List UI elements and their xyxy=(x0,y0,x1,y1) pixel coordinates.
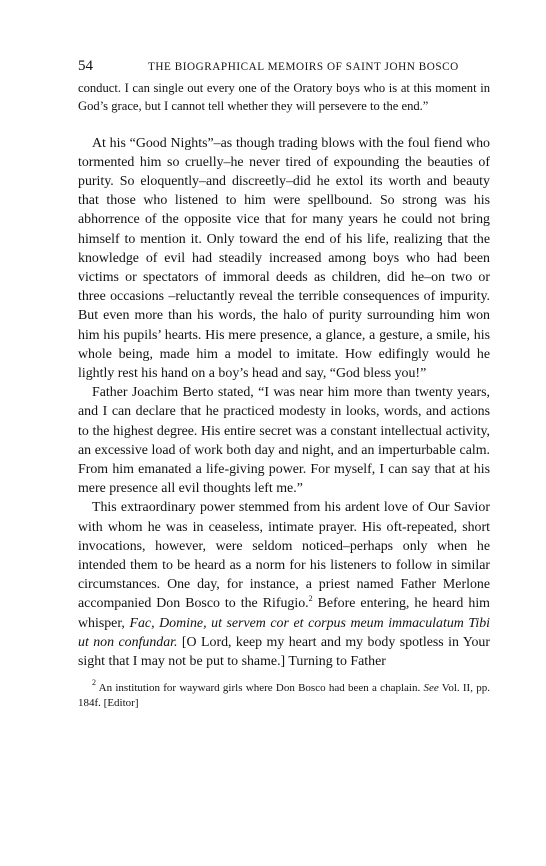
running-head: THE BIOGRAPHICAL MEMOIRS OF SAINT JOHN BOSCO xyxy=(148,61,459,73)
footnote-text: Vol. II, pp. 184f. [Editor] xyxy=(78,682,490,710)
paragraph-text: This extraordinary power stemmed from his ardent love of Our Savior with whom he was in ceaseless, intimate prayer. His oft-repeated, short invocations, however, were seldom noticed–perhaps only when he intended them to be heard as a norm for his listeners to follow in similar circumstances. One day, for instance, a priest named Father Merlone accompanied Don Bosco to the Rifugio. xyxy=(78,500,490,612)
book-page xyxy=(78,58,490,711)
paragraph-berto: Father Joachim Berto stated, “I was near him more than twenty years, and I can declare that he practiced modesty in looks, words, and actions to the highest degree. His entire secret was a constant intellectual activity, an excessive load of work both day and night, and an imperturbable calm. From him emanated a life-giving power. For myself, I can say that at his mere presence all evil thoughts left me.” xyxy=(78,385,490,497)
latin-prayer: Fac, Domine, ut servem cor et corpus meum immaculatum Tibi ut non confundar. xyxy=(78,615,490,650)
paragraph-text: Before entering, he heard him whisper, xyxy=(78,596,490,631)
footnote-reference: 2 xyxy=(308,594,313,604)
page-header xyxy=(78,58,490,80)
footnote-text: An institution for wayward girls where Don Bosco had been a chaplain. xyxy=(96,682,424,695)
paragraph-good-nights: At his “Good Nights”–as though trading blows with the foul fiend who tormented him so cruelly–he never tired of expounding the beauties of purity. So eloquently–and discreetly–did he extol its worth and beauty that those who listened to him were spellbound. So strong was his abhorrence of the opposite vice that for many years he could not bring himself to mention it. Only toward the end of his life, realizing that the knowledge of evil had steadily increased among boys who had been victims or spectators of immoral deeds as children, did he–on two or three occasions –reluctantly reveal the terrible consequences of impurity. But even more than his words, the halo of purity surrounding him won him his pupils’ hearts. His mere presence, a glance, a gesture, a smile, his whole being, made him a model to imitate. How edifingly would he lightly rest his hand on a boy’s head and say, “God bless you!” xyxy=(78,135,490,382)
section-gap xyxy=(78,116,490,134)
paragraph-extraordinary-power xyxy=(78,498,490,671)
page-number: 54 xyxy=(78,58,93,74)
carryover-quote: conduct. I can single out every one of the Oratory boys who is at this moment in God’s grace, but I cannot tell whether they will persevere to the end.” xyxy=(78,81,490,113)
footnote xyxy=(78,678,490,711)
footnote-see: See xyxy=(423,682,439,695)
paragraph-text: [O Lord, keep my heart and my body spotless in Your sight that I may not be put to shame.] Turning to Father xyxy=(78,634,490,670)
footnote-marker: 2 xyxy=(92,678,96,688)
